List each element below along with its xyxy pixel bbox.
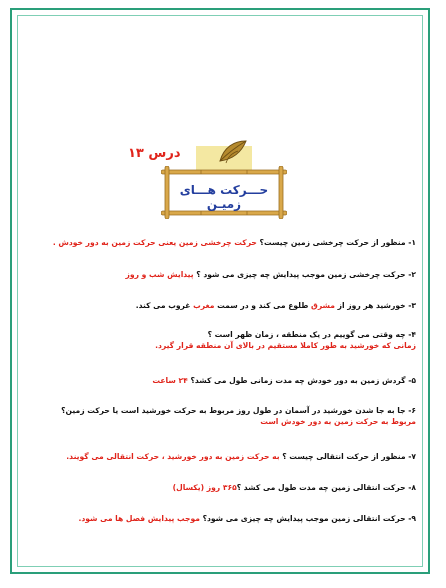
- qa-item-1: [18, 237, 416, 248]
- qa-item-2: [18, 269, 416, 280]
- qa-item-9: [18, 513, 416, 524]
- qa-item-6: [18, 405, 416, 427]
- answer-4: زمانی که خورشید به طور کاملا مستقیم در بالای آن منطقه قرار گیرد.: [155, 341, 416, 350]
- answer-6: مربوط به حرکت زمین به دور خودش است: [260, 417, 416, 426]
- question-3-part-1: ۳- خورشید هر روز از: [335, 301, 416, 310]
- question-2: ۲- حرکت چرخشی زمین موجب پیدایش چه چیزی می شود ؟: [196, 270, 416, 279]
- answer-2: پیدایش شب و روز: [125, 270, 197, 279]
- answer-7: به حرکت زمین به دور خورشید ، حرکت انتقالی می گویند.: [66, 452, 283, 461]
- question-4: ۴- چه وقتی می گوییم در یک منطقه ، زمان ظهر است ؟: [207, 330, 416, 339]
- lesson-title-banner: حـــرکت هـــای زمیـن: [179, 183, 269, 211]
- question-3-part-2: طلوع می کند و در سمت: [214, 301, 312, 310]
- question-8: ۸- حرکت انتقالی زمین چه مدت طول می کشد ؟: [236, 483, 416, 492]
- answer-1: حرکت چرخشی زمین یعنی حرکت زمین به دور خودش .: [52, 238, 260, 247]
- answer-8: ۳۶۵ روز (یکسال): [172, 483, 237, 492]
- question-1: ۱- منظور از حرکت چرخشی زمین چیست؟: [259, 238, 416, 247]
- answer-5: ۲۴ ساعت: [152, 376, 191, 385]
- question-6: ۶- جا به جا شدن خورشید در آسمان در طول روز مربوط به حرکت خورشید است یا حرکت زمین؟: [61, 406, 416, 415]
- qa-item-3: [18, 300, 416, 311]
- question-7: ۷- منظور از حرکت انتقالی چیست ؟: [282, 452, 416, 461]
- question-5: ۵- گردش زمین به دور خودش چه مدت زمانی طول می کشد؟: [190, 376, 416, 385]
- qa-item-7: [18, 451, 416, 462]
- question-9: ۹- حرکت انتقالی زمین موجب پیدایش چه چیزی می شود؟: [202, 514, 416, 523]
- answer-3-west: مغرب: [193, 301, 215, 310]
- question-3-part-3: غروب می کند.: [135, 301, 194, 310]
- lesson-number: درس ۱۳: [128, 146, 181, 161]
- answer-3-east: مشرق: [311, 301, 335, 310]
- qa-item-4: [18, 329, 416, 351]
- qa-item-8: [18, 482, 416, 493]
- qa-item-5: [18, 375, 416, 386]
- leaf-icon: [216, 137, 250, 167]
- answer-9: موجب پیدایش فصل ها می شود.: [78, 514, 203, 523]
